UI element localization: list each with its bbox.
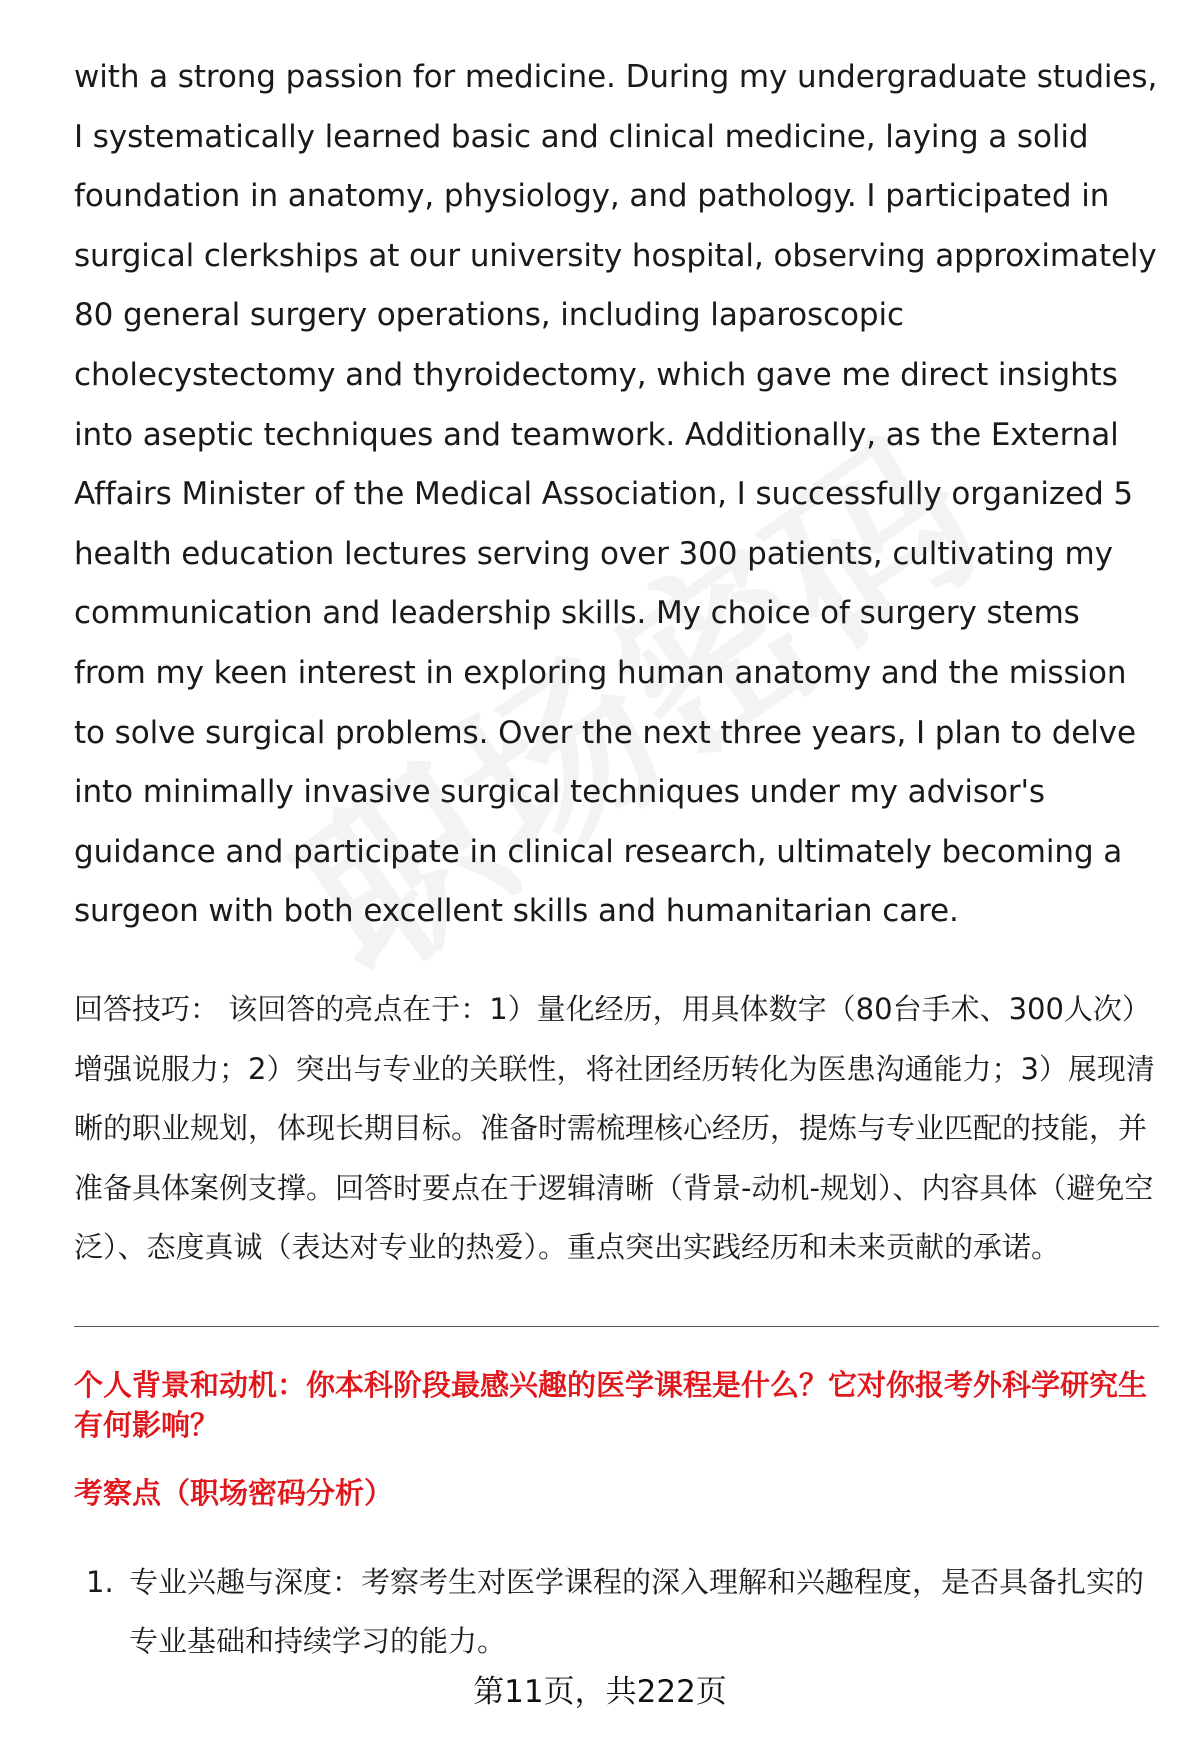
assessment-heading: 考察点（职场密码分析）: [74, 1475, 394, 1510]
document-page: [74, 48, 1159, 1672]
list-item-text: 专业兴趣与深度：考察考生对医学课程的深入理解和兴趣程度，是否具备扎实的专业基础和持续学习的能力。: [129, 1564, 1145, 1659]
interview-question: 个人背景和动机：你本科阶段最感兴趣的医学课程是什么？它对你报考外科学研究生有何影响？: [74, 1367, 1148, 1442]
section-divider: [74, 1326, 1159, 1327]
list-item-number: 1.: [86, 1564, 114, 1599]
answer-paragraph: with a strong passion for medicine. During my undergraduate studies, I systematically learned basic and clinical medicine, laying a solid foundation in anatomy, physiology, and pathology. I participated in surgical clerkships at our university hospital, observing approximately 80 general surgery operations, including laparoscopic cholecystectomy and thyroidectomy, which gave me direct insights into aseptic techniques and teamwork. Additionally, as the External Affairs Minister of the Medical Association, I successfully organized 5 health education lectures serving over 300 patients, cultivating my communication and leadership skills. My choice of surgery stems from my keen interest in exploring human anatomy and the mission to solve surgical problems. Over the next three years, I plan to delve into minimally invasive surgical techniques under my advisor's guidance and participate in clinical research, ultimately becoming a surgeon with both excellent skills and humanitarian care.: [74, 59, 1158, 930]
page-number-footer: 第11页，共222页: [473, 1674, 727, 1710]
assessment-points-list: [74, 1553, 1159, 1672]
answer-tips: 回答技巧： 该回答的亮点在于：1）量化经历，用具体数字（80台手术、300人次）增强说服力；2）突出与专业的关联性，将社团经历转化为医患沟通能力；3）展现清晰的职业规划，体现长期目标。准备时需梳理核心经历，提炼与专业匹配的技能，并准备具体案例支撑。回答时要点在于逻辑清晰（背景-动机-规划）、内容具体（避免空泛）、态度真诚（表达对专业的热爱）。重点突出实践经历和未来贡献的承诺。: [74, 991, 1155, 1265]
list-item: [74, 1553, 1159, 1672]
